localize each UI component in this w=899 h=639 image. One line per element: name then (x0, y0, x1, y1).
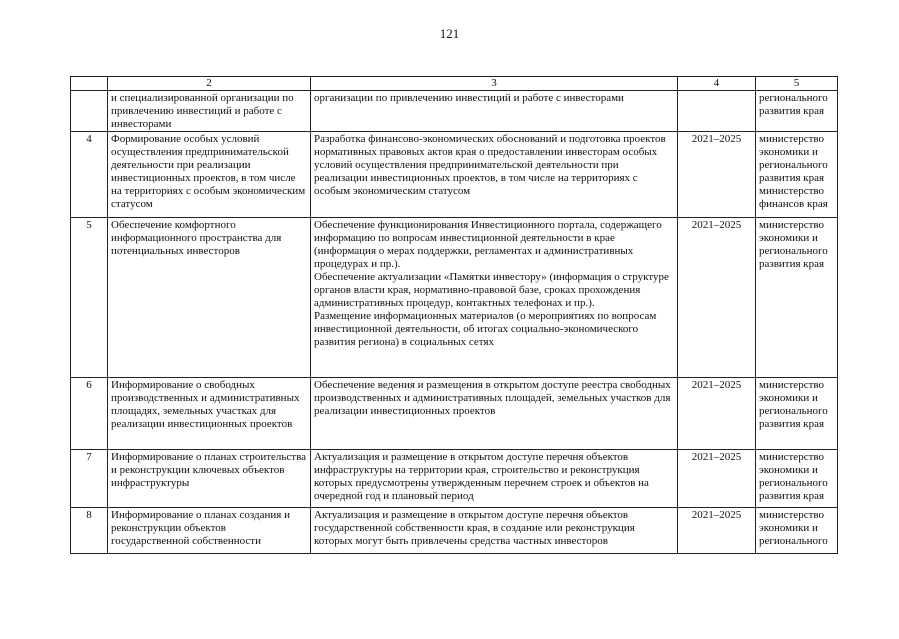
measure-cell: Информирование о планах строительства и реконструкции ключевых объектов инфраструктуры (108, 450, 311, 508)
period-cell: 2021–2025 (678, 218, 756, 378)
content-cell (311, 378, 678, 450)
responsible-cell: министерство экономики и регионального развития края (756, 450, 838, 508)
row-number (71, 91, 108, 132)
responsible-cell: министерство экономики и регионального развития края (756, 218, 838, 378)
responsible-cell: регионального развития края (756, 91, 838, 132)
content-cell (311, 91, 678, 132)
period-cell: 2021–2025 (678, 450, 756, 508)
measure-cell: Информирование о планах создания и реконструкции объектов государственной собственности (108, 508, 311, 554)
measure-cell: и специализированной организации по привлечению инвестиций и работе с инвесторами (108, 91, 311, 132)
table-header-row (71, 77, 838, 91)
content-paragraph: Обеспечение функционирования Инвестиционного портала, содержащего информацию по вопросам инвестиционной деятельности в крае (информация о мерах поддержки, регламентах и административных процедурах и пр.). (314, 219, 662, 270)
row-number: 4 (71, 132, 108, 218)
content-cell (311, 450, 678, 508)
row-number: 8 (71, 508, 108, 554)
header-col-3: 3 (311, 77, 678, 91)
content-paragraph: Размещение информационных материалов (о мероприятиях по вопросам инвестиционной деятельности, об итогах социально-экономического развития региона) в социальных сетях (314, 310, 657, 348)
header-col-1 (71, 77, 108, 91)
period-cell: 2021–2025 (678, 132, 756, 218)
row-number: 7 (71, 450, 108, 508)
period-cell (678, 91, 756, 132)
header-col-5: 5 (756, 77, 838, 91)
measures-table (70, 76, 838, 554)
responsible-cell: министерство экономики и регионального развития края министерство финансов края (756, 132, 838, 218)
content-paragraph: Обеспечение ведения и размещения в открытом доступе реестра свободных производственных и административных площадей, земельных участков для реализации инвестиционных проектов (314, 379, 671, 417)
row-number: 5 (71, 218, 108, 378)
row-number: 6 (71, 378, 108, 450)
page-number: 121 (439, 26, 460, 41)
measure-cell: Обеспечение комфортного информационного пространства для потенциальных инвесторов (108, 218, 311, 378)
header-col-4: 4 (678, 77, 756, 91)
header-col-2: 2 (108, 77, 311, 91)
content-paragraph: Разработка финансово-экономических обоснований и подготовка проектов нормативных правовых актов края о предоставлении инвесторам особых условий осуществления предпринимательской деятельности при реализации инвестиционных проектов, в том числе на территориях с особым экономическим статусом (314, 133, 666, 197)
content-cell (311, 132, 678, 218)
table-row (71, 218, 838, 378)
table-row (71, 508, 838, 554)
content-paragraph: Актуализация и размещение в открытом доступе перечня объектов инфраструктуры на территории края, строительство и реконструкция которых предусмотрены утвержденным перечнем строек и объектов на очередной год и плановый период (314, 451, 649, 502)
content-cell (311, 218, 678, 378)
content-paragraph: Актуализация и размещение в открытом доступе перечня объектов государственной собственности края, в создание или реконструкция которых могут быть привлечены средства частных инвесторов (314, 509, 635, 547)
responsible-cell: министерство экономики и регионального развития края (756, 378, 838, 450)
measure-cell: Формирование особых условий осуществления предпринимательской деятельности при реализации инвестиционных проектов, в том числе на территориях с особым экономическим статусом (108, 132, 311, 218)
table-row (71, 91, 838, 132)
table-row (71, 378, 838, 450)
period-cell: 2021–2025 (678, 508, 756, 554)
content-paragraph: Обеспечение актуализации «Памятки инвестору» (информация о структуре органов власти края, нормативно-правовой базе, сроках прохождения административных процедур, контактных телефонах и пр.). (314, 271, 669, 309)
responsible-cell: министерство экономики и регионального (756, 508, 838, 554)
table-row (71, 132, 838, 218)
period-cell: 2021–2025 (678, 378, 756, 450)
table-row (71, 450, 838, 508)
measure-cell: Информирование о свободных производственных и административных площадях, земельных участках для реализации инвестиционных проектов (108, 378, 311, 450)
content-paragraph: организации по привлечению инвестиций и работе с инвесторами (314, 92, 624, 104)
content-cell (311, 508, 678, 554)
